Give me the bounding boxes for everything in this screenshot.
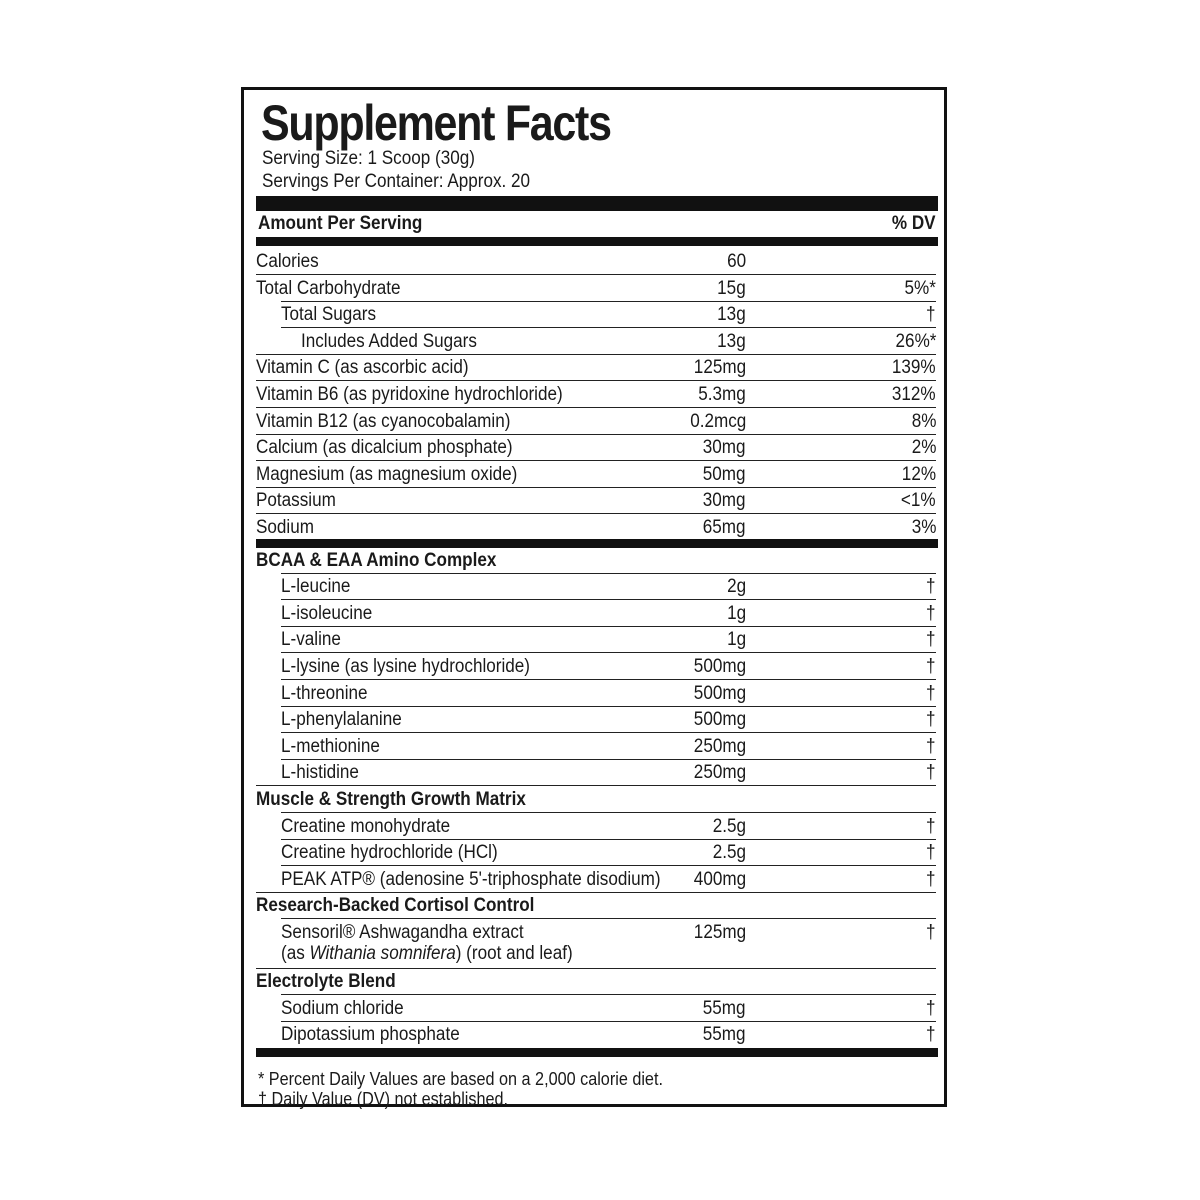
fact-row xyxy=(256,601,936,628)
fact-name: Calories xyxy=(256,251,319,272)
fact-amount: 1g xyxy=(726,602,746,624)
fact-name: L-leucine xyxy=(281,576,351,598)
fact-row xyxy=(256,654,936,681)
fact-amount: 50mg xyxy=(703,463,746,485)
fact-name: Vitamin B6 (as pyridoxine hydrochloride) xyxy=(256,384,563,405)
fact-name: Creatine hydrochloride (HCl) xyxy=(281,842,498,864)
fact-row xyxy=(256,867,936,894)
fact-dv: † xyxy=(926,735,936,757)
servings-per-container: Servings Per Container: Approx. 20 xyxy=(262,171,531,192)
fact-dv: 139% xyxy=(892,357,936,379)
fact-amount: 55mg xyxy=(703,997,746,1019)
fact-row xyxy=(256,627,936,654)
fact-amount: 500mg xyxy=(693,709,746,731)
fact-dv: 26%* xyxy=(895,330,936,352)
fact-subtext xyxy=(281,942,573,966)
fact-name: Vitamin B12 (as cyanocobalamin) xyxy=(256,410,511,432)
fact-amount: 400mg xyxy=(693,868,746,890)
fact-amount: 2g xyxy=(726,576,746,598)
medium-divider xyxy=(256,539,938,548)
fact-name: L-threonine xyxy=(281,682,368,704)
fact-dv: 312% xyxy=(892,384,936,405)
fact-amount: 250mg xyxy=(693,735,746,757)
fact-amount: 2.5g xyxy=(712,842,746,864)
section-heading xyxy=(256,893,936,920)
fact-row xyxy=(256,302,936,329)
serving-size: Serving Size: 1 Scoop (30g) xyxy=(262,148,475,169)
medium-divider xyxy=(256,237,938,246)
fact-amount: 2.5g xyxy=(712,815,746,837)
fact-name: Magnesium (as magnesium oxide) xyxy=(256,463,518,485)
fact-amount: 30mg xyxy=(703,490,746,512)
section-heading-label: Research-Backed Cortisol Control xyxy=(256,895,535,917)
section-heading xyxy=(256,787,936,814)
section-heading-label: Electrolyte Blend xyxy=(256,971,396,992)
fact-row xyxy=(256,814,936,841)
fact-dv: † xyxy=(926,922,936,943)
fact-row xyxy=(256,840,936,867)
subtext-species: Withania somnifera xyxy=(309,943,456,964)
section-heading xyxy=(256,548,936,575)
fact-amount: 65mg xyxy=(703,517,746,538)
fact-row xyxy=(256,462,936,489)
fact-dv: † xyxy=(926,1024,936,1046)
fact-amount: 55mg xyxy=(703,1024,746,1046)
dv-label: % DV xyxy=(892,213,936,234)
bottom-divider xyxy=(256,1048,938,1057)
fact-amount: 15g xyxy=(717,277,746,299)
fact-dv: 8% xyxy=(911,410,936,432)
fact-dv: † xyxy=(926,762,936,784)
supplement-facts-panel xyxy=(241,87,947,1107)
fact-name: Calcium (as dicalcium phosphate) xyxy=(256,437,513,459)
fact-row xyxy=(256,249,936,276)
fact-amount: 5.3mg xyxy=(698,384,746,405)
fact-name: PEAK ATP® (adenosine 5'-triphosphate disodium) xyxy=(281,868,661,890)
fact-amount: 500mg xyxy=(693,656,746,677)
fact-amount: 13g xyxy=(717,330,746,352)
fact-row xyxy=(256,382,936,409)
fact-name: L-valine xyxy=(281,629,341,651)
fact-dv: 5%* xyxy=(904,277,936,299)
fact-amount: 1g xyxy=(726,629,746,651)
fact-name: Sodium chloride xyxy=(281,997,404,1019)
fact-row xyxy=(256,574,936,601)
fact-row xyxy=(256,515,936,542)
thick-divider xyxy=(256,196,938,211)
fact-name: Vitamin C (as ascorbic acid) xyxy=(256,357,469,379)
section-heading-label: BCAA & EAA Amino Complex xyxy=(256,549,497,571)
fact-row xyxy=(256,996,936,1023)
panel-title: Supplement Facts xyxy=(261,95,611,151)
fact-name: Total Sugars xyxy=(281,304,377,326)
fact-row xyxy=(256,409,936,436)
fact-dv: 12% xyxy=(901,463,936,485)
fact-row xyxy=(256,329,936,356)
fact-dv: † xyxy=(926,602,936,624)
fact-name: L-histidine xyxy=(281,762,359,784)
fact-dv: † xyxy=(926,304,936,326)
fact-amount: 13g xyxy=(717,304,746,326)
section-heading-label: Muscle & Strength Growth Matrix xyxy=(256,789,526,810)
fact-name: Total Carbohydrate xyxy=(256,277,401,299)
fact-row xyxy=(256,760,936,787)
footnote-dagger: † Daily Value (DV) not established. xyxy=(258,1089,509,1109)
fact-name: Sensoril® Ashwagandha extract xyxy=(281,922,524,943)
fact-row xyxy=(256,488,936,515)
fact-row xyxy=(256,707,936,734)
fact-dv: 2% xyxy=(911,437,936,459)
fact-dv: † xyxy=(926,709,936,731)
fact-amount: 30mg xyxy=(703,437,746,459)
fact-name: L-methionine xyxy=(281,735,380,757)
fact-name: Creatine monohydrate xyxy=(281,815,451,837)
fact-dv: † xyxy=(926,868,936,890)
fact-amount: 125mg xyxy=(693,357,746,379)
fact-dv: † xyxy=(926,682,936,704)
fact-name: L-phenylalanine xyxy=(281,709,402,731)
fact-dv: 3% xyxy=(911,517,936,538)
fact-dv: † xyxy=(926,576,936,598)
fact-amount: 250mg xyxy=(693,762,746,784)
subtext-prefix: (as xyxy=(281,943,310,964)
fact-dv: <1% xyxy=(901,490,936,512)
fact-row xyxy=(256,734,936,761)
fact-name: Potassium xyxy=(256,490,336,512)
fact-dv: † xyxy=(926,656,936,677)
subtext-suffix: ) (root and leaf) xyxy=(455,943,573,964)
fact-name: L-lysine (as lysine hydrochloride) xyxy=(281,656,531,677)
fact-row xyxy=(256,435,936,462)
fact-row xyxy=(256,681,936,708)
fact-name: L-isoleucine xyxy=(281,602,373,624)
fact-row xyxy=(256,276,936,303)
fact-dv: † xyxy=(926,842,936,864)
fact-name: Sodium xyxy=(256,517,314,538)
amount-per-serving-header xyxy=(258,211,936,237)
fact-amount: 0.2mcg xyxy=(689,410,746,432)
fact-amount: 125mg xyxy=(693,922,746,943)
section-heading xyxy=(256,969,936,996)
fact-name: Dipotassium phosphate xyxy=(281,1024,460,1046)
fact-dv: † xyxy=(926,815,936,837)
fact-amount: 500mg xyxy=(693,682,746,704)
fact-dv: † xyxy=(926,629,936,651)
footnote-dv: * Percent Daily Values are based on a 2,000 calorie diet. xyxy=(258,1069,663,1089)
amount-per-serving-label: Amount Per Serving xyxy=(258,213,423,234)
fact-row xyxy=(256,1022,936,1049)
fact-amount: 60 xyxy=(726,251,746,272)
fact-row xyxy=(256,355,936,382)
fact-dv: † xyxy=(926,997,936,1019)
fact-name: Includes Added Sugars xyxy=(301,330,477,352)
